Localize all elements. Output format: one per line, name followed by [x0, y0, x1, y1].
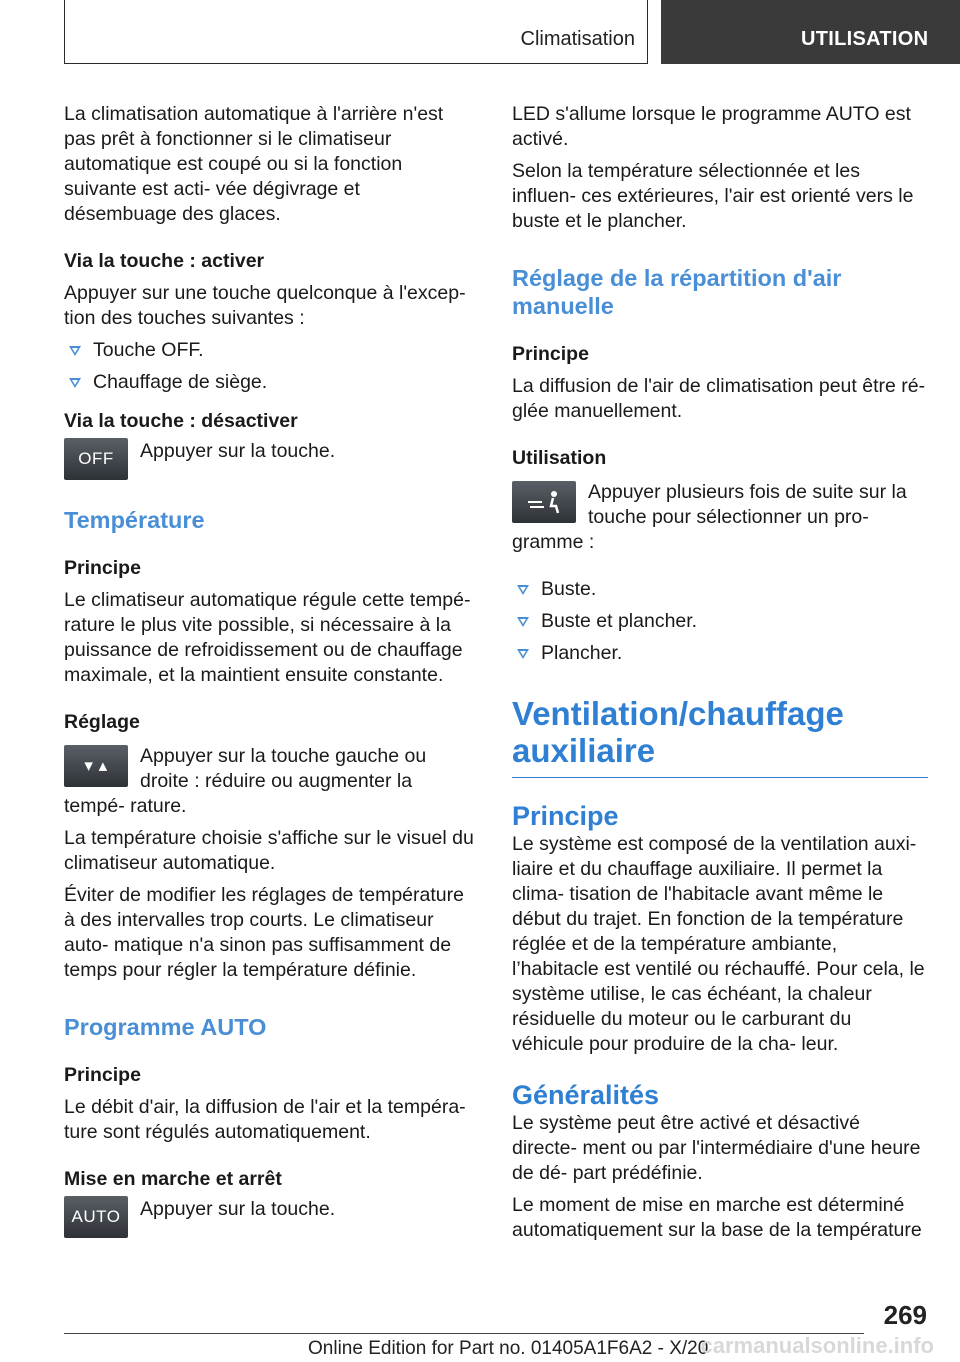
- subheading-principe: Principe: [512, 343, 589, 365]
- paragraph: Appuyer sur la touche.: [140, 440, 336, 462]
- paragraph: La température choisie s'affiche sur le visuel du climatiseur automatique.: [64, 827, 474, 874]
- header-chapter-title: UTILISATION: [801, 28, 929, 50]
- subheading-via-activer: Via la touche : activer: [64, 250, 265, 272]
- heading-ventilation-chauffage: Ventilation/chauffage auxiliaire: [512, 695, 844, 769]
- off-button-image: OFF: [64, 438, 128, 480]
- temp-arrows-button-image: ▾ ▴: [64, 745, 128, 787]
- watermark: carmanualsonline.info: [700, 1333, 934, 1358]
- paragraph: Appuyer sur une touche quelconque à l'excep- tion des touches suivantes :: [64, 282, 466, 329]
- bullet-list: [64, 338, 476, 395]
- subheading-via-desactiver: Via la touche : désactiver: [64, 410, 298, 432]
- off-row: [64, 434, 476, 484]
- left-column: [64, 102, 476, 1242]
- air-distribution-row: [512, 471, 928, 555]
- heading-principe: Principe: [512, 801, 619, 831]
- triangle-bullet-icon: [69, 346, 81, 356]
- right-column: [512, 102, 928, 1243]
- subheading-mise-en-marche: Mise en marche et arrêt: [64, 1168, 282, 1190]
- paragraph: Le moment de mise en marche est déterminé automatiquement sur la base de la température: [512, 1194, 922, 1241]
- paragraph: La climatisation automatique à l'arrière n'est pas prêt à fonctionner si le climatiseur automatique est coupé ou si la fonction suivante est acti- vée dégivrage et désembuage des glaces.: [64, 103, 444, 225]
- heading-temperature: Température: [64, 507, 205, 533]
- header-section-title: Climatisation: [520, 28, 635, 50]
- paragraph: Appuyer sur la touche.: [140, 1198, 336, 1220]
- subheading-reglage: Réglage: [64, 711, 140, 733]
- heading-programme-auto: Programme AUTO: [64, 1014, 267, 1040]
- header-chapter-tab: [661, 0, 960, 64]
- triangle-bullet-icon: [517, 585, 529, 595]
- list-item: Chauffage de siège.: [64, 370, 476, 395]
- paragraph: Appuyer sur la touche gauche ou droite : réduire ou augmenter la tempé- rature.: [64, 745, 427, 817]
- paragraph: Le climatiseur automatique régule cette tempé- rature le plus vite possible, si nécessaire à la puissance de refroidissement ou de chauffage maximale, et la maintient ensuite constante.: [64, 589, 471, 686]
- paragraph: La diffusion de l'air de climatisation peut être ré- glée manuellement.: [512, 375, 926, 422]
- paragraph: Selon la température sélectionnée et les influen- ces extérieures, l'air est orienté vers le buste et le plancher.: [512, 160, 914, 232]
- subheading-utilisation: Utilisation: [512, 447, 607, 469]
- air-distribution-button-image: [512, 481, 576, 523]
- paragraph: Éviter de modifier les réglages de température à des intervalles trop courts. Le climatiseur auto- matique n'a sinon pas suffisamment de temps pour régler la température définie.: [64, 884, 464, 981]
- triangle-bullet-icon: [517, 649, 529, 659]
- triangle-bullet-icon: [517, 617, 529, 627]
- paragraph: Appuyer plusieurs fois de suite sur la touche pour sélectionner un pro- gramme :: [512, 481, 907, 553]
- air-distribution-icon: [524, 489, 564, 515]
- auto-row: [64, 1192, 476, 1242]
- heading-generalites: Généralités: [512, 1080, 660, 1110]
- page-number: 269: [883, 1300, 927, 1330]
- header-section-tab: [64, 0, 648, 64]
- triangle-bullet-icon: [69, 378, 81, 388]
- list-item: Buste.: [512, 577, 928, 602]
- paragraph: Le système peut être activé et désactivé directe- ment ou par l'intermédiaire d'une heure de dé- part prédéfinie.: [512, 1112, 921, 1184]
- paragraph: LED s'allume lorsque le programme AUTO est activé.: [512, 103, 911, 150]
- footer-edition: Online Edition for Part no. 01405A1F6A2 - X/20: [308, 1338, 709, 1359]
- list-item: Plancher.: [512, 641, 928, 666]
- subheading-principe: Principe: [64, 1064, 141, 1086]
- auto-button-image: AUTO: [64, 1196, 128, 1238]
- list-item: Touche OFF.: [64, 338, 476, 363]
- paragraph: Le débit d'air, la diffusion de l'air et la tempéra- ture sont régulés automatiquement.: [64, 1096, 466, 1143]
- list-item: Buste et plancher.: [512, 609, 928, 634]
- subheading-principe: Principe: [64, 557, 141, 579]
- heading-reglage-repartition: Réglage de la répartition d'air manuelle: [512, 265, 842, 319]
- temp-arrows-row: [64, 735, 476, 819]
- paragraph: Le système est composé de la ventilation auxi- liaire et du chauffage auxiliaire. Il permet la clima- tisation de l'habitacle avant même le début du trajet. En fonction de la température réglée et de la température ambiante, l’habitacle est ventilé ou réchauffé. Pour cela, le système utilise, le cas échéant, la chaleur résiduelle du moteur ou le carburant du véhicule pour produire de la cha- leur.: [512, 833, 925, 1055]
- bullet-list: [512, 577, 928, 666]
